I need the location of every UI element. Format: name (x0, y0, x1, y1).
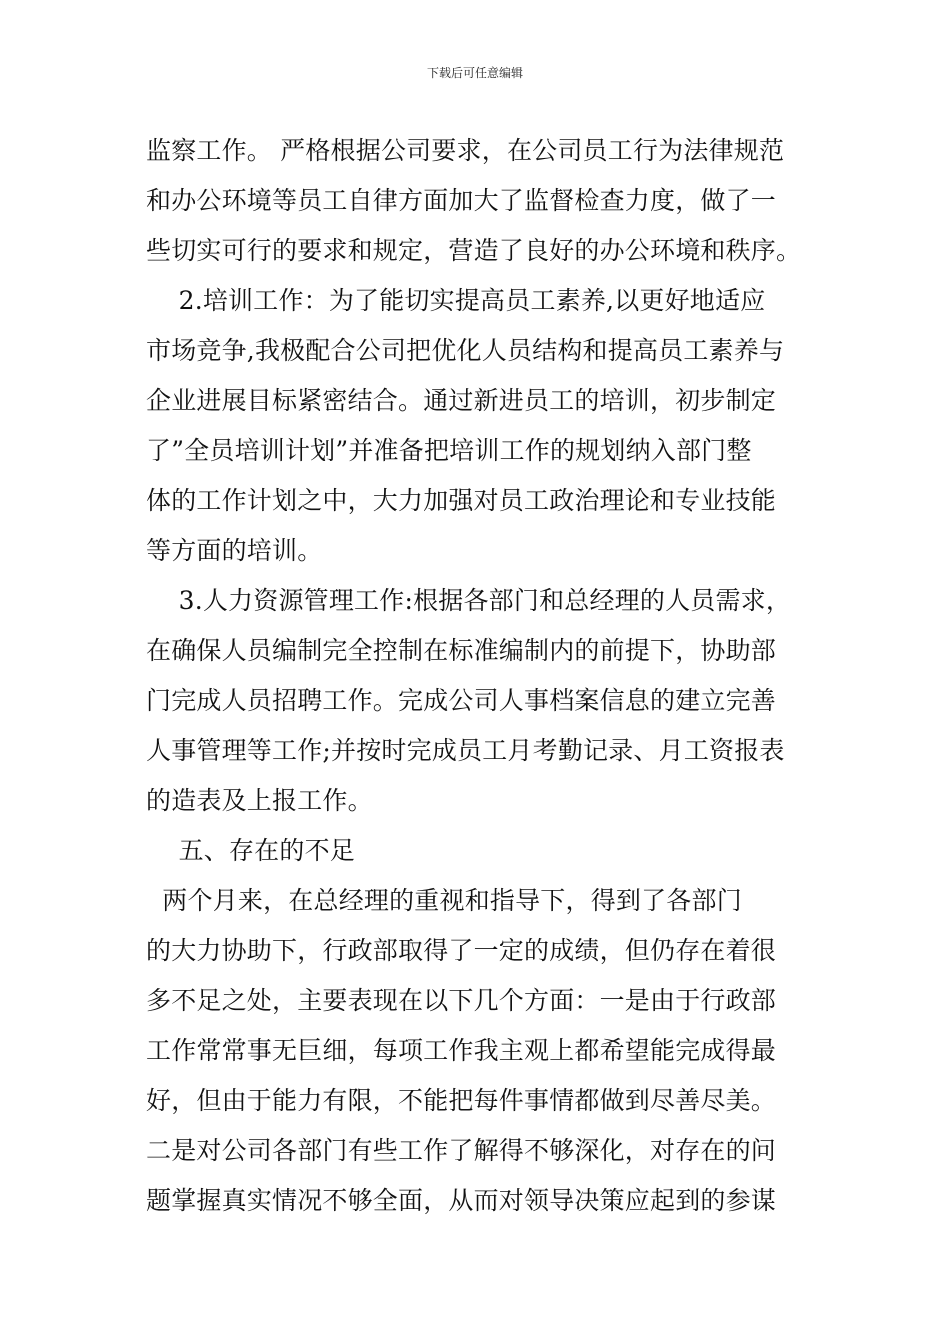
text-line: 门完成人员招聘工作。完成公司人事档案信息的建立完善 (146, 686, 777, 715)
text-line: 的大力协助下，行政部取得了一定的成绩，但仍存在着很 (146, 936, 777, 965)
text-line: 些切实可行的要求和规定，营造了良好的办公环境和秩序。 (146, 236, 802, 265)
text-line: 3.人力资源管理工作:根据各部门和总经理的人员需求， (146, 586, 792, 615)
text-line: 企业进展目标紧密结合。通过新进员工的培训，初步制定 (146, 386, 777, 415)
document-body (146, 126, 816, 1226)
text-line: 体的工作计划之中，大力加强对员工政治理论和专业技能 (146, 486, 777, 515)
text-line: 工作常常事无巨细，每项工作我主观上都希望能完成得最 (146, 1036, 777, 1065)
text-line: 等方面的培训。 (146, 536, 323, 565)
text-line: 好，但由于能力有限，不能把每件事情都做到尽善尽美。 (146, 1086, 777, 1115)
text-line: 多不足之处，主要表现在以下几个方面：一是由于行政部 (146, 986, 777, 1015)
text-line: 题掌握真实情况不够全面，从而对领导决策应起到的参谋 (146, 1186, 777, 1215)
text-line: 市场竞争,我极配合公司把优化人员结构和提高员工素养与 (146, 336, 785, 365)
text-line: 了”全员培训计划”并准备把培训工作的规划纳入部门整 (146, 436, 752, 465)
text-line: 两个月来，在总经理的重视和指导下，得到了各部门 (146, 886, 742, 915)
text-line: 监察工作。 严格根据公司要求，在公司员工行为法律规范 (146, 136, 785, 165)
text-line: 2.培训工作：为了能切实提高员工素养,以更好地适应 (146, 286, 766, 315)
text-line: 二是对公司各部门有些工作了解得不够深化，对存在的问 (146, 1136, 777, 1165)
text-line: 人事管理等工作;并按时完成员工月考勤记录、月工资报表 (146, 736, 785, 765)
text-line: 和办公环境等员工自律方面加大了监督检查力度，做了一 (146, 186, 777, 215)
text-line: 的造表及上报工作。 (146, 786, 373, 815)
page-header: 下载后可任意编辑 (426, 66, 523, 80)
text-line: 在确保人员编制完全控制在标准编制内的前提下，协助部 (146, 636, 777, 665)
section-heading: 五、存在的不足 (146, 836, 355, 865)
